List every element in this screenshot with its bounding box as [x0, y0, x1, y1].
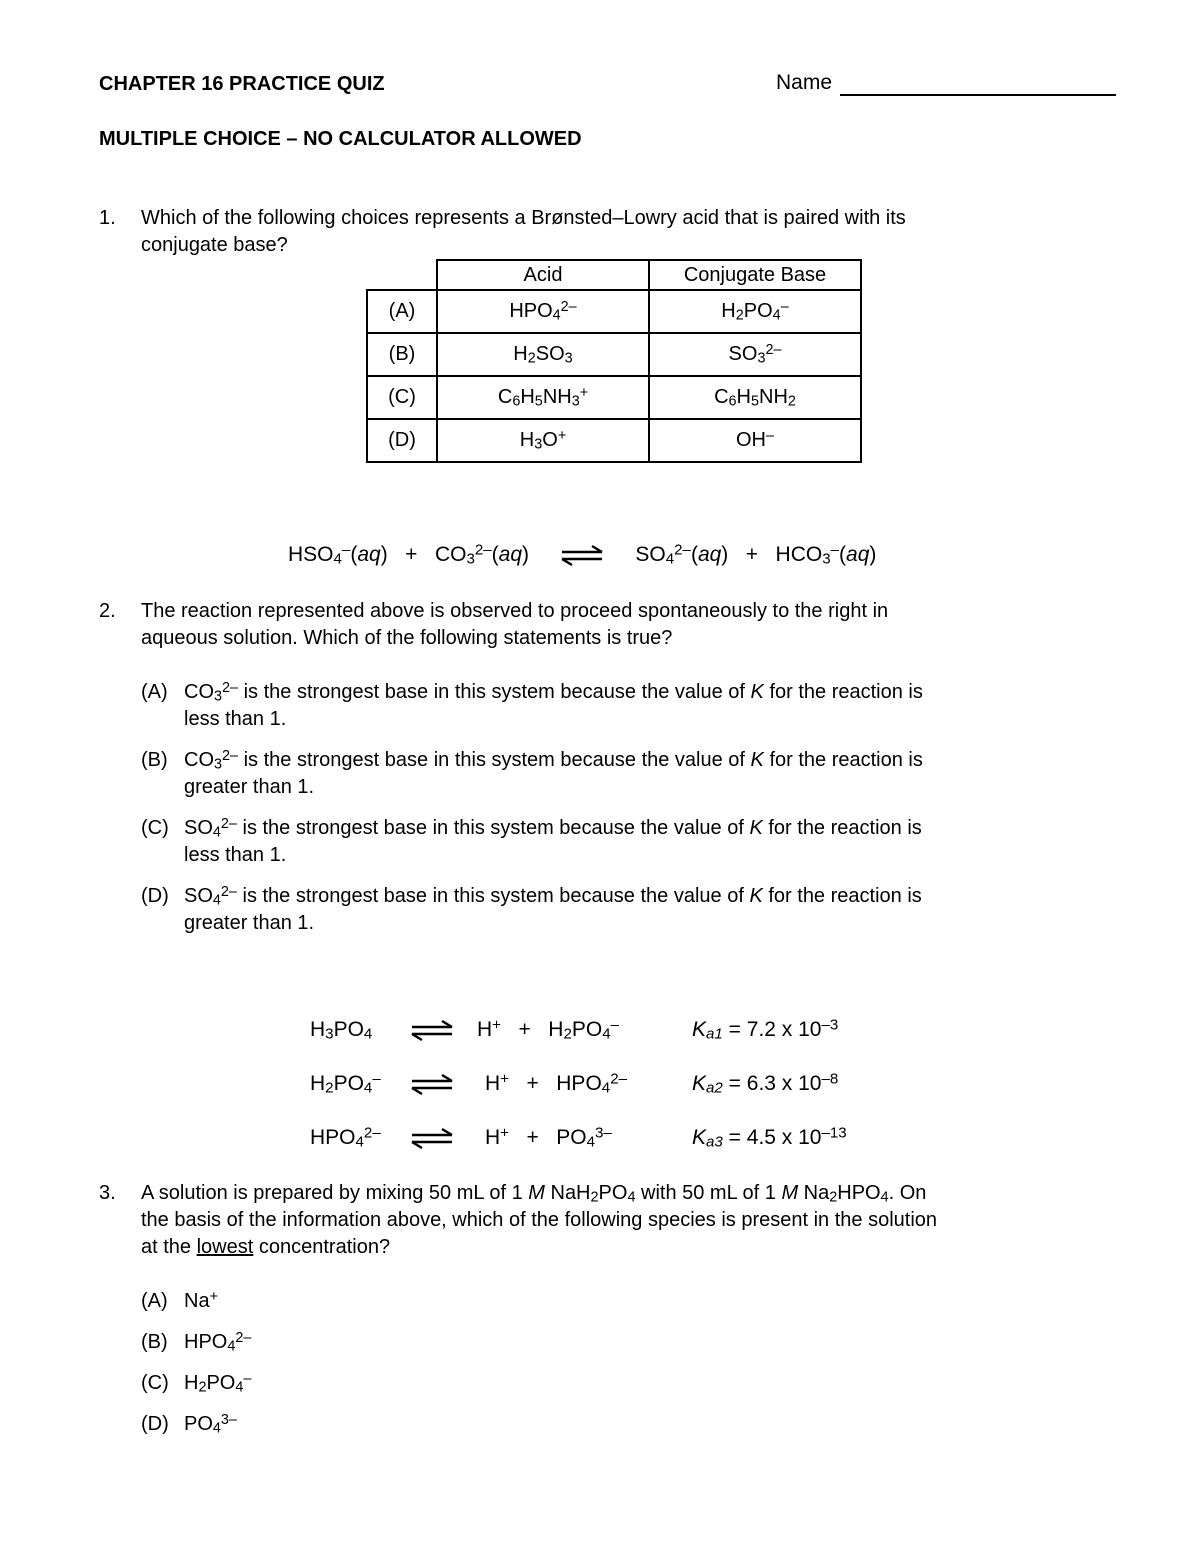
equilibrium-2-species: $H_2PO_4^-$ [310, 1070, 381, 1097]
equilibrium-arrow-icon [408, 1019, 456, 1041]
acid-cell: $H_3O^+$ [437, 419, 649, 462]
equilibrium-3-species: $HPO_4^{2-}$ [310, 1124, 381, 1151]
q1-number: 1. [99, 207, 116, 229]
choice-label: (C) [141, 1372, 169, 1394]
choice-text-part: greater than 1. [184, 912, 315, 934]
name-blank-line[interactable] [840, 94, 1116, 96]
quiz-title: CHAPTER 16 PRACTICE QUIZ [99, 73, 385, 95]
acid-cell: $HPO_4^{2-}$ [437, 290, 649, 333]
base-cell: OH– [649, 419, 861, 462]
equilibrium-arrow-icon [408, 1073, 456, 1095]
choice-text-part: is the strongest base in this system because the value of [242, 885, 744, 907]
acid-cell: $H_2SO_3$ [437, 333, 649, 376]
row-label: (B) [367, 333, 437, 376]
q2-text-line1: The reaction represented above is observed to proceed spontaneously to the right in [141, 600, 889, 622]
choice-text-part: greater than 1. [184, 776, 315, 798]
choice-label: (D) [141, 885, 169, 907]
choice-text: $PO_4^{3-}$ [184, 1411, 237, 1437]
choice-text: Na+ [184, 1288, 218, 1312]
choice-text-part: for the reaction is [768, 885, 922, 907]
choice-text-part: is the strongest base in this system because the value of [243, 749, 745, 771]
table-header-acid: Acid [437, 260, 649, 290]
table-row[interactable] [367, 376, 861, 419]
choice-label: (A) [141, 681, 168, 703]
equilibrium-2-products: $H^+ + HPO_4^{2-}$ [485, 1070, 627, 1097]
q3-text-part: at the [141, 1236, 192, 1258]
choice-text-part: for the reaction is [769, 749, 923, 771]
choice-label: (C) [141, 817, 169, 839]
ka3-exponent: –13 [821, 1124, 847, 1142]
q1-text-line1: Which of the following choices represents a Brønsted–Lowry acid that is paired with its [141, 207, 906, 229]
equilibrium-3-products: $H^+ + PO_4^{3-}$ [485, 1124, 612, 1151]
ka3: $K_{a3} = 4.5$ x $10^{-13}$ [692, 1124, 847, 1151]
choice-label: (B) [141, 1331, 168, 1353]
ka2-exponent: –8 [821, 1070, 839, 1088]
equilibrium-1-products: $H^+ + H_2PO_4^-$ [477, 1016, 619, 1043]
choice-text-part: less than 1. [184, 708, 287, 730]
base-cell: $SO_3^{2-}$ [649, 333, 861, 376]
table-row[interactable] [367, 290, 861, 333]
ka1: $K_{a1} = 7.2$ x $10^{-3}$ [692, 1016, 839, 1043]
ka2: $K_{a2} = 6.3$ x $10^{-8}$ [692, 1070, 839, 1097]
choice-label: (B) [141, 749, 168, 771]
q3-text-part: . On [888, 1182, 927, 1204]
equilibrium-arrow-icon [408, 1127, 456, 1149]
row-label: (C) [367, 376, 437, 419]
name-label: Name [776, 71, 833, 94]
q3-text-part: A solution is prepared by mixing 50 mL of 1 [141, 1182, 523, 1204]
choice-text: $CO_3^{2-}$ is the strongest base in this system because the value of K for the reaction is greater than 1. [184, 747, 923, 798]
base-cell: $C_6H_5NH_2$ [649, 376, 861, 419]
ka3-value: = 4.5 x 10 [728, 1126, 822, 1149]
q2-number: 2. [99, 600, 116, 622]
choice-text-part: is the strongest base in this system because the value of [242, 817, 744, 839]
q2-text-line2: aqueous solution. Which of the following statements is true? [141, 627, 673, 649]
choice-text: $SO_4^{2-}$ is the strongest base in this system because the value of K for the reaction is greater than 1. [184, 883, 922, 934]
q2-reaction: $HSO_4^-(aq) + CO_3^{2-}(aq)$ $SO_4^{2-}(aq) + HCO_3^-(aq)$ [288, 541, 877, 568]
choice-text: $SO_4^{2-}$ is the strongest base in this system because the value of K for the reaction is less than 1. [184, 815, 922, 866]
table-corner [367, 260, 437, 290]
choice-text: $H_2PO_4^-$ [184, 1370, 252, 1396]
q3-text-line3 [141, 1234, 390, 1261]
table-row[interactable] [367, 333, 861, 376]
acid-cell: $C_6H_5NH_3^+$ [437, 376, 649, 419]
choice-text-part: for the reaction is [768, 817, 922, 839]
choice-text-part: for the reaction is [769, 681, 923, 703]
equilibrium-1-species: $H_3PO_4$ [310, 1018, 373, 1043]
section-subtitle: MULTIPLE CHOICE – NO CALCULATOR ALLOWED [99, 128, 582, 150]
base-cell: $H_2PO_4^-$ [649, 290, 861, 333]
q3-text-line1: A solution is prepared by mixing 50 mL of 1 M $NaH_2PO_4$ with 50 mL of 1 M $Na_2HPO_4$. On [141, 1182, 927, 1206]
q3-text-line2: the basis of the information above, which of the following species is present in the solution [141, 1209, 938, 1231]
q1-text-line2: conjugate base? [141, 234, 288, 256]
acid-base-table [366, 259, 862, 463]
ka1-exponent: –3 [821, 1016, 839, 1034]
table-header-base: Conjugate Base [649, 260, 861, 290]
choice-text: $HPO_4^{2-}$ [184, 1329, 252, 1355]
ka1-value: = 7.2 x 10 [728, 1018, 822, 1041]
row-label: (A) [367, 290, 437, 333]
choice-text: $CO_3^{2-}$ is the strongest base in this system because the value of K for the reaction is less than 1. [184, 679, 923, 730]
row-label: (D) [367, 419, 437, 462]
equilibrium-arrow-icon [558, 544, 606, 566]
choice-text-part: is the strongest base in this system because the value of [243, 681, 745, 703]
q3-underlined-word: lowest [196, 1236, 254, 1258]
ka2-value: = 6.3 x 10 [728, 1072, 822, 1095]
table-row[interactable] [367, 419, 861, 462]
choice-label: (D) [141, 1413, 169, 1435]
choice-text-part: less than 1. [184, 844, 287, 866]
q3-number: 3. [99, 1182, 116, 1204]
choice-label: (A) [141, 1290, 168, 1312]
q3-text-part: concentration? [258, 1236, 391, 1258]
